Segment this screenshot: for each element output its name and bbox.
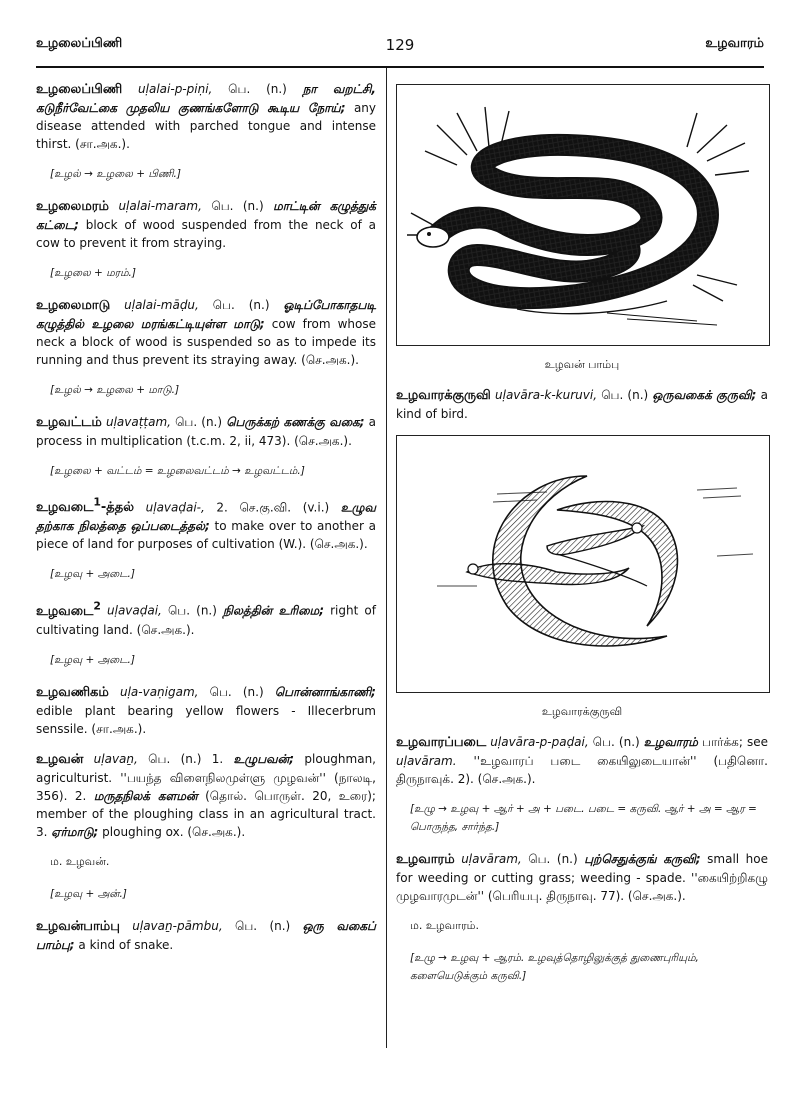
page-header bbox=[36, 36, 764, 58]
transliteration: uḷavaḍai, bbox=[107, 603, 162, 618]
homonym-number: 1 bbox=[93, 496, 101, 509]
dictionary-entry bbox=[36, 296, 376, 369]
tamil-definition: உழுவ தற்காக நிலத்தை ஒப்படைத்தல்; bbox=[36, 500, 376, 534]
part-of-speech: பெ. (n.) bbox=[209, 684, 264, 699]
see-prefix: பார்க்க; see bbox=[702, 735, 768, 749]
etymology: [உழவு + அன்.] bbox=[50, 887, 127, 900]
transliteration: uḷavāra-k-kuruvi, bbox=[495, 388, 598, 402]
tamil-definition: ஓடிப்போகாதபடி கழுத்தில் உழலை மரங்கட்டியுள்ள மாடு; bbox=[36, 298, 376, 331]
dictionary-entry bbox=[396, 850, 768, 905]
part-of-speech: 2. செ.கு.வி. (v.i.) bbox=[216, 500, 330, 515]
header-rule bbox=[36, 66, 764, 68]
etymology: [உழல் → உழலை + பிணி.] bbox=[50, 168, 181, 180]
headword: உழவன் bbox=[36, 751, 84, 767]
tamil-definition: ஒருவகைக் குருவி; bbox=[652, 388, 757, 402]
headword: உழவன்பாம்பு bbox=[36, 918, 120, 934]
transliteration: uḷavāra-p-paḍai, bbox=[490, 735, 589, 749]
tamil-sense-1: உழுபவன்; bbox=[233, 751, 295, 766]
tamil-crossref: உழவாரம் bbox=[643, 735, 698, 749]
english-sense-1: ploughman, agriculturist. ''பயந்த விளைநிலமுள்ளு முழவன்'' (நாலடி, 356). 2. bbox=[36, 751, 376, 803]
headword bbox=[36, 599, 101, 619]
headword: உழலைப்பிணி bbox=[36, 82, 123, 97]
english-definition: any disease attended with parched tongue and intense thirst. (சா.அக.). bbox=[36, 101, 376, 151]
headword: உழவாரம் bbox=[396, 852, 455, 867]
headword bbox=[36, 496, 135, 516]
transliteration: uḷavāram, bbox=[461, 852, 522, 866]
transliteration: uḷavaṭṭam, bbox=[105, 415, 171, 429]
homonym-number: 2 bbox=[93, 599, 101, 613]
dictionary-entry bbox=[36, 750, 376, 841]
transliteration: uḷalai-maram, bbox=[118, 199, 202, 213]
part-of-speech: பெ. (n.) bbox=[167, 603, 217, 618]
tamil-sense-3: ஏர்மாடு; bbox=[51, 824, 99, 839]
snake-head bbox=[417, 227, 449, 247]
english-definition: block of wood suspended from the neck of a cow to prevent it from straying. bbox=[36, 218, 376, 250]
page-number: 129 bbox=[385, 36, 415, 54]
part-of-speech: பெ. (n.) bbox=[228, 82, 287, 96]
part-of-speech: பெ. (n.) bbox=[211, 199, 264, 213]
headword: உழவணிகம் bbox=[36, 684, 109, 700]
part-of-speech: பெ. (n.) bbox=[592, 735, 640, 749]
cognate-malayalam: ம. உழவன். bbox=[50, 854, 110, 868]
figure-caption: உழவாரக்குருவி bbox=[541, 705, 623, 718]
etymology: [உழவு + அடை.] bbox=[50, 568, 135, 581]
dictionary-entry bbox=[36, 683, 376, 738]
wing-arc-right bbox=[557, 502, 677, 626]
dictionary-entry bbox=[36, 494, 376, 553]
see-transliteration: uḷavāram. bbox=[396, 754, 457, 768]
english-definition: a process in multiplication (t.c.m. 2, ii, 473). (செ.அக.). bbox=[36, 415, 376, 448]
etymology: [உழவு + அடை.] bbox=[50, 653, 135, 666]
headword-text: உழவடை bbox=[36, 603, 94, 619]
english-sense-2: (தொல். பொருள். 20, உரை); member of the ploughing class in an agricultural tract. 3. bbox=[36, 788, 376, 839]
etymology: [உழு → உழவு + ஆரம். உழவுத்தொழிலுக்குத் துணைபுரியும், களையெடுக்கும் கருவி.] bbox=[410, 952, 699, 982]
quotation: ''உழவாரப் படை கையிலுடையான்'' (பதினொ. திருநாவுக். 2). (செ.அக.). bbox=[396, 754, 768, 786]
snake-drawing bbox=[397, 85, 767, 343]
dictionary-entry bbox=[36, 597, 376, 638]
english-sense-3: ploughing ox. (செ.அக.). bbox=[102, 824, 246, 839]
english-definition: right of cultivating land. (செ.அக.). bbox=[36, 603, 376, 637]
transliteration: uḷavaṉ, bbox=[93, 751, 138, 766]
dictionary-entry bbox=[396, 733, 768, 788]
transliteration: uḷalai-māḍu, bbox=[124, 298, 199, 312]
dictionary-entry bbox=[36, 413, 376, 450]
bird-2 bbox=[547, 526, 643, 555]
tamil-sense-2: மருதநிலக் களமன் bbox=[93, 788, 198, 803]
transliteration: uḷa-vaṇigam, bbox=[119, 684, 199, 699]
english-definition: cow from whose neck a block of wood is suspended so as to impede its running and thus prevent its straying away. (செ.அக.). bbox=[36, 317, 376, 367]
etymology: [உழலை + மரம்.] bbox=[50, 267, 136, 279]
tamil-definition: ஒரு வகைப் பாம்பு; bbox=[36, 918, 376, 952]
english-definition: to make over to another a piece of land for purposes of cultivation (W.). (செ.அக.). bbox=[36, 519, 376, 552]
headword: உழவாரக்குருவி bbox=[396, 388, 491, 403]
transliteration: uḷavaṉ-pāmbu, bbox=[132, 918, 223, 933]
english-definition: edible plant bearing yellow flowers - Illecerbrum senssile. (சா.அக.). bbox=[36, 703, 376, 736]
etymology: [உழலை + வட்டம் = உழலைவட்டம் → உழவட்டம்.] bbox=[50, 465, 305, 477]
headword: உழலைமாடு bbox=[36, 298, 111, 313]
tamil-definition: நிலத்தின் உரிமை; bbox=[223, 603, 325, 618]
swift-birds-drawing bbox=[397, 436, 767, 690]
headword: உழவட்டம் bbox=[36, 415, 102, 430]
dictionary-entry bbox=[36, 917, 376, 954]
header-guide-word-left: உழலைப்பிணி bbox=[36, 36, 123, 51]
cognate-malayalam: ம. உழவாரம். bbox=[410, 919, 479, 932]
transliteration: uḷavaḍai-, bbox=[145, 500, 205, 515]
headword-text: உழவடை bbox=[36, 500, 94, 516]
right-column bbox=[396, 80, 768, 999]
tamil-definition: புற்செதுக்குங் கருவி; bbox=[584, 852, 701, 866]
english-definition: a kind of bird. bbox=[396, 388, 768, 421]
tamil-definition: பெருக்கற் கணக்கு வகை; bbox=[226, 415, 365, 429]
part-of-speech: பெ. (n.) bbox=[601, 388, 649, 402]
transliteration: uḷalai-p-piṇi, bbox=[138, 82, 213, 96]
part-of-speech: பெ. (n.) 1. bbox=[148, 751, 224, 766]
bird-1 bbox=[467, 564, 629, 585]
part-of-speech: பெ. (n.) bbox=[175, 415, 223, 429]
etymology: [உழல் → உழலை + மாடு.] bbox=[50, 384, 180, 396]
left-column bbox=[36, 80, 376, 966]
snake-illustration bbox=[396, 84, 770, 346]
header-guide-word-right: உழவாரம் bbox=[705, 36, 764, 51]
part-of-speech: பெ. (n.) bbox=[235, 918, 291, 933]
headword: உழலைமரம் bbox=[36, 199, 109, 214]
english-definition: small hoe for weeding or cutting grass; weeding - spade. ''கையிற்றிகழு முழவாரமுடன்'' (பெரியபு. திருநாவு. 77). (செ.அக.). bbox=[396, 852, 768, 903]
figure-caption: உழவன் பாம்பு bbox=[544, 358, 620, 371]
dictionary-entry bbox=[396, 386, 768, 423]
dictionary-entry bbox=[36, 197, 376, 252]
dictionary-entry bbox=[36, 80, 376, 153]
tamil-definition: மாட்டின் கழுத்துக் கட்டை; bbox=[36, 199, 376, 232]
etymology: [உழு → உழவு + ஆர் + அ + படை. படை = கருவி. ஆர் + அ = ஆர = பொருந்த, சார்ந்த.] bbox=[410, 803, 757, 833]
tamil-definition: நா வறட்சி, கடுநீர்வேட்கை முதலிய குணங்களோடு கூடிய நோய்; bbox=[36, 82, 376, 115]
english-definition: a kind of snake. bbox=[78, 937, 174, 952]
headword-suffix: -த்தல் bbox=[100, 500, 135, 516]
headword: உழவாரப்படை bbox=[396, 735, 487, 750]
part-of-speech: பெ. (n.) bbox=[212, 298, 270, 312]
tamil-definition: பொன்னாங்காணி; bbox=[274, 684, 376, 699]
part-of-speech: பெ. (n.) bbox=[528, 852, 578, 866]
column-divider bbox=[386, 68, 387, 1048]
birds-illustration bbox=[396, 435, 770, 693]
